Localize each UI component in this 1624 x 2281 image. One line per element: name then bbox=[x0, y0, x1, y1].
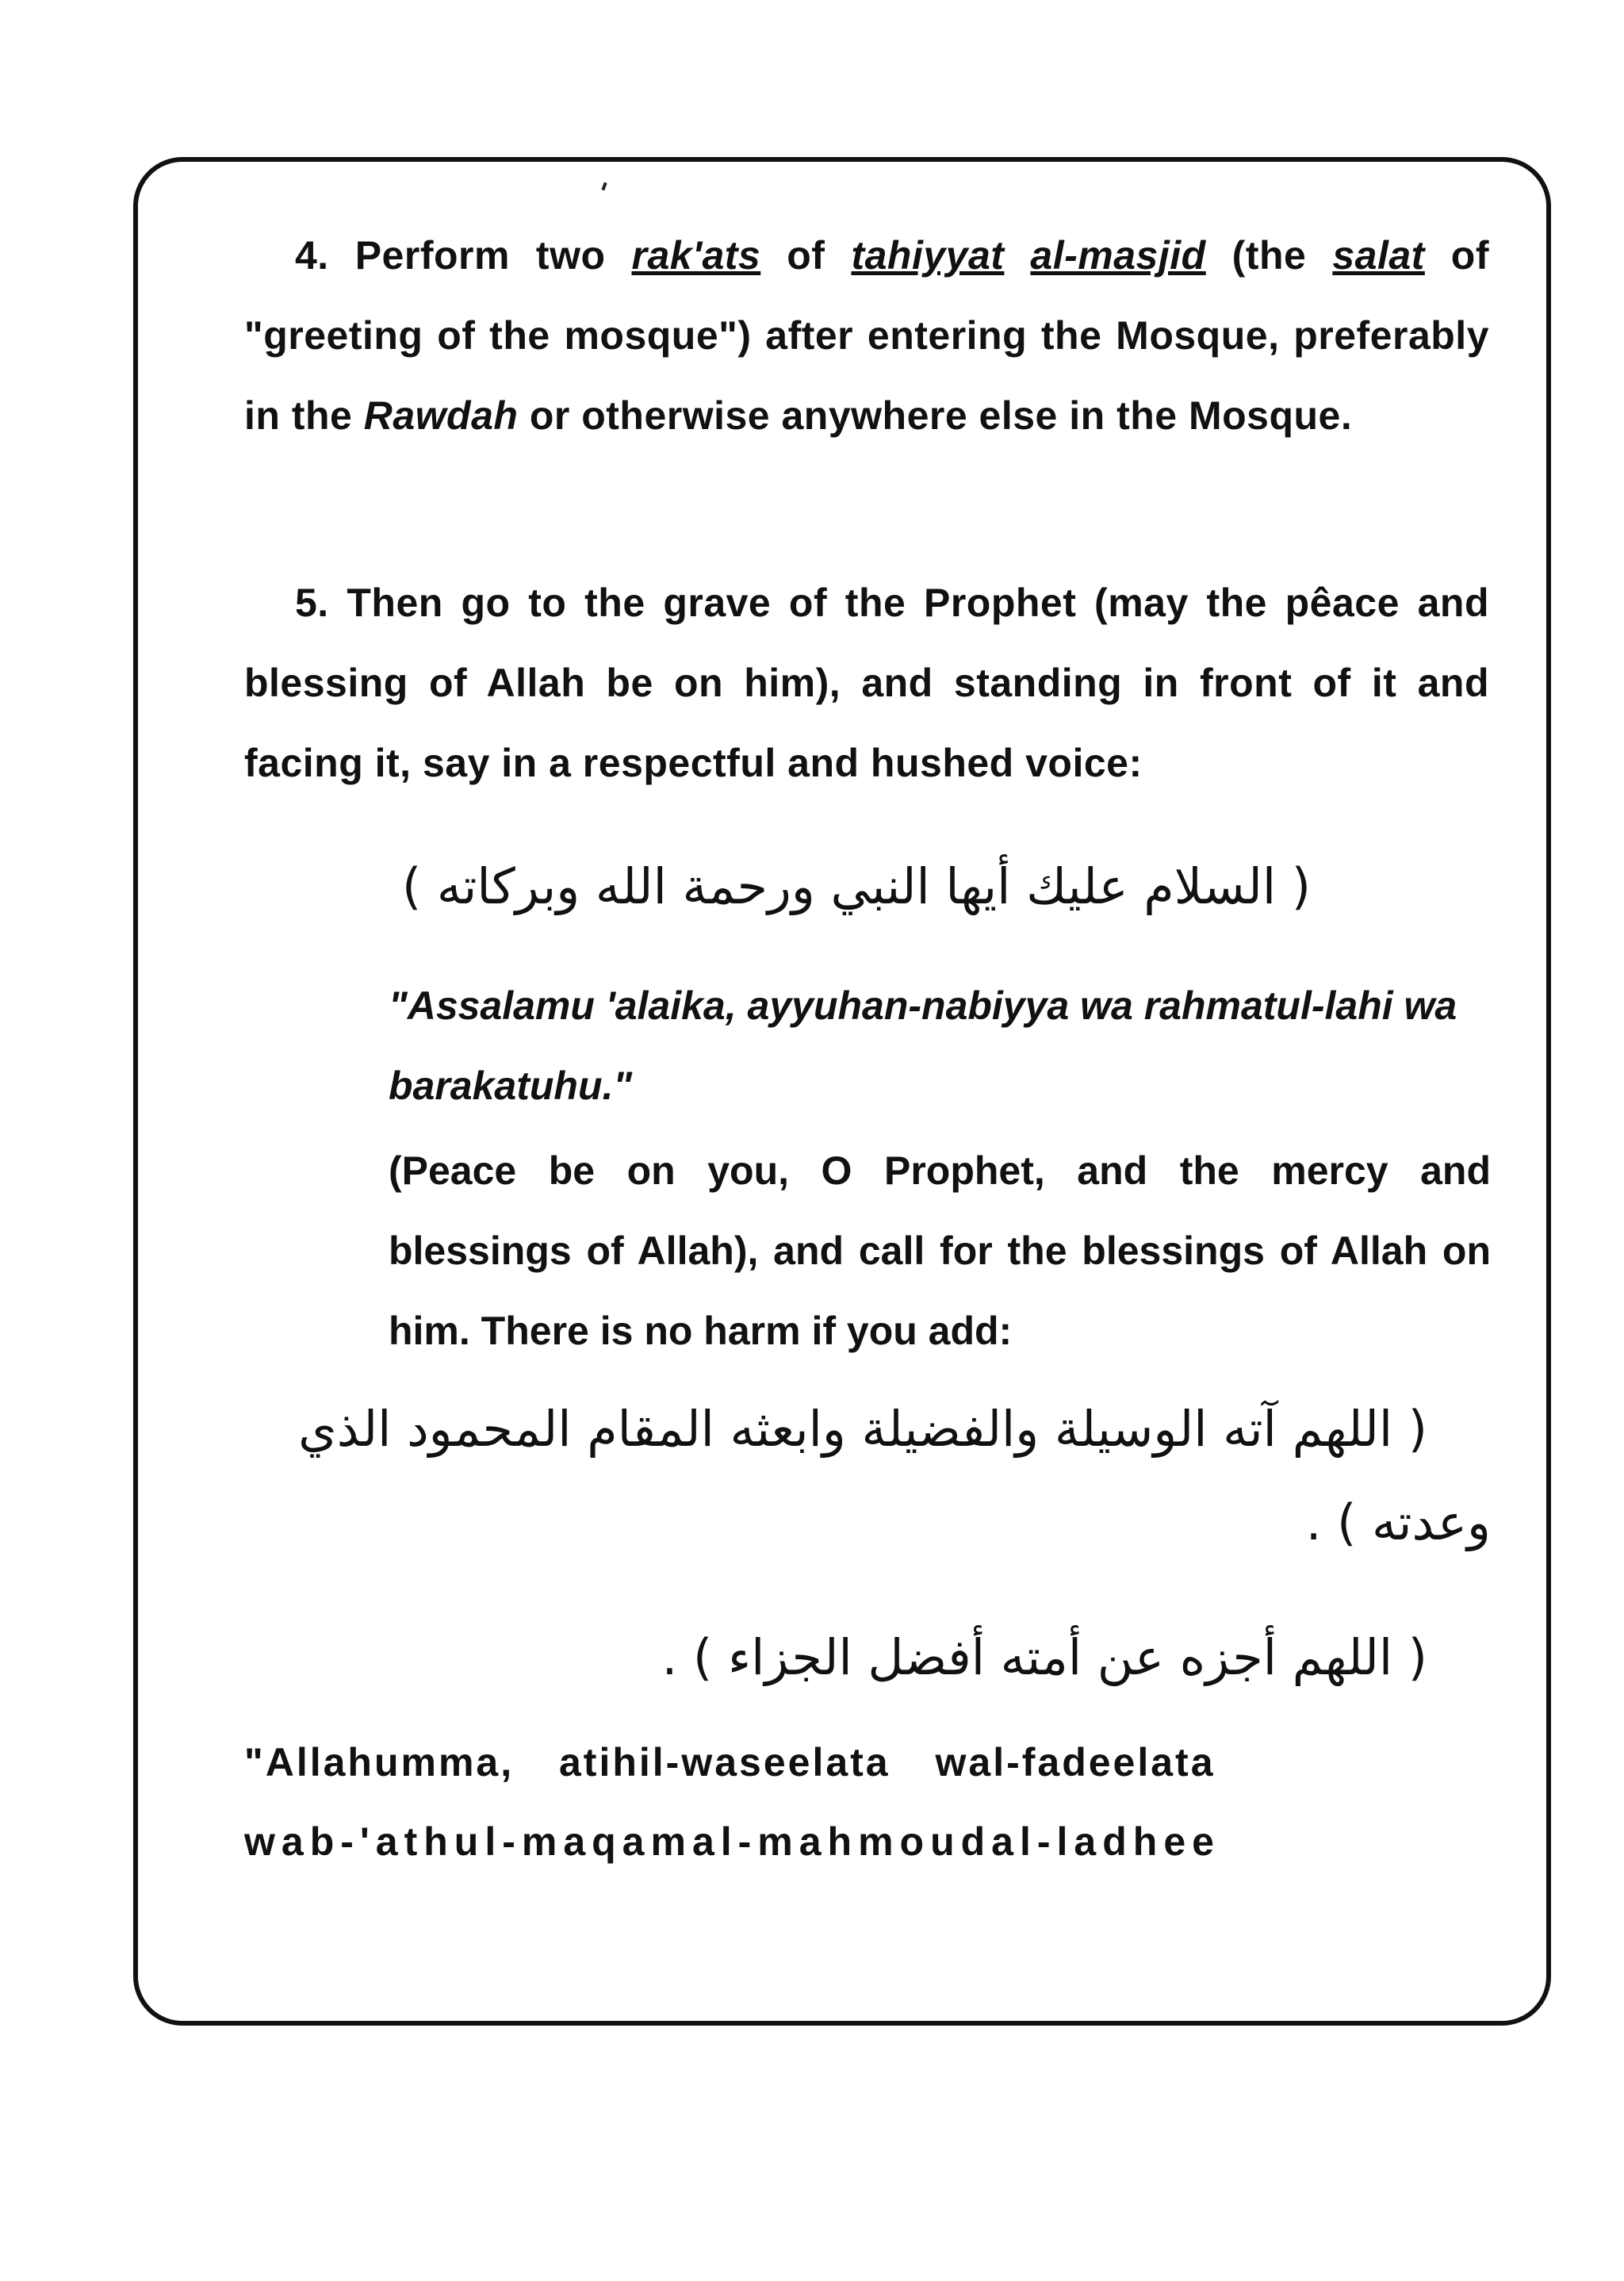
dua-transliteration-line-1: "Allahumma, atihil-waseelata wal-fadeelata bbox=[244, 1740, 1216, 1785]
dua-transliteration-line-2: wab-'athul-maqamal-mahmoudal-ladhee bbox=[244, 1819, 1220, 1864]
salam-translation: (Peace be on you, O Prophet, and the mercy and blessings of Allah), and call for the blessings of Allah on him. There is no harm if you add: bbox=[389, 1148, 1491, 1353]
arabic-dua-line-1-continued: وعدته ) . bbox=[1305, 1493, 1491, 1551]
arabic-dua-line-1: ( اللهم آته الوسيلة والفضيلة وابعثه المقام المحمود الذي bbox=[298, 1400, 1427, 1458]
term-rakats: rak'ats bbox=[631, 233, 761, 278]
arabic-salam-text: ( السلام عليك أيها النبي ورحمة الله وبركاته ) bbox=[402, 857, 1311, 915]
salam-transliteration: "Assalamu 'alaika, ayyuhan-nabiyya wa rahmatul-lahi wa barakatuhu." bbox=[389, 983, 1457, 1108]
term-rawdah: Rawdah bbox=[363, 393, 519, 438]
term-tahiyyat: tahiyyat bbox=[851, 233, 1005, 278]
term-salat: salat bbox=[1332, 233, 1425, 278]
paragraph-step-4: 4. Perform two rak'ats of tahiyyat al-masjid (the salat of "greeting of the mosque") after entering the Mosque, preferably in the Rawdah or otherwise anywhere else in the Mosque. bbox=[244, 233, 1489, 438]
term-al-masjid: al-masjid bbox=[1030, 233, 1206, 278]
arabic-dua-line-2: ( اللهم أجزه عن أمته أفضل الجزاء ) . bbox=[661, 1628, 1427, 1686]
paragraph-step-5: 5. Then go to the grave of the Prophet (may the pêace and blessing of Allah be on him), and standing in front of it and facing it, say in a respectful and hushed voice: bbox=[244, 581, 1489, 785]
